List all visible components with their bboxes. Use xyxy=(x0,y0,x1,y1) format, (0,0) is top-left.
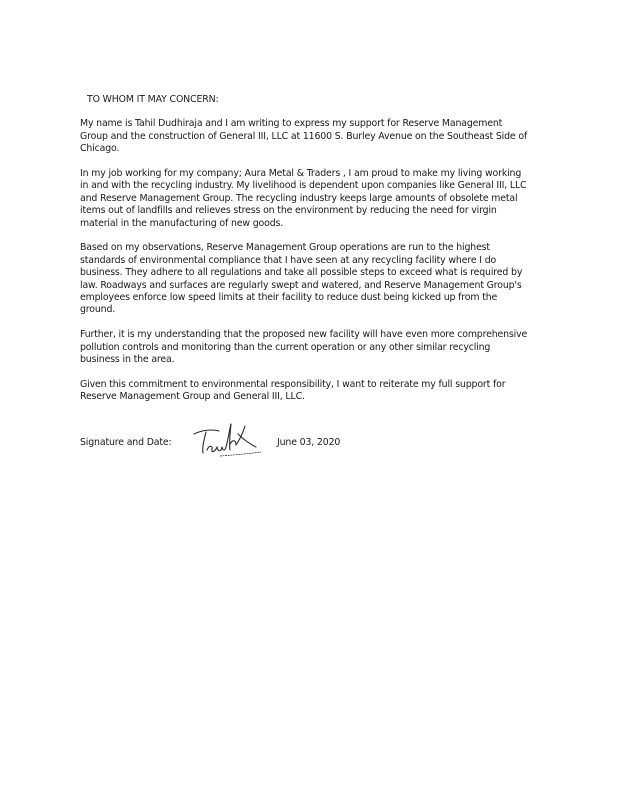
signature-label: Signature and Date: xyxy=(80,437,172,448)
handwritten-signature xyxy=(188,420,270,462)
paragraph-new-facility: Further, it is my understanding that the proposed new facility will have even more comprehensive pollution controls and monitoring than the current operation or any other similar recycling business in the area. xyxy=(80,329,528,366)
signature-date: June 03, 2020 xyxy=(277,437,341,448)
signature-block xyxy=(80,428,528,468)
paragraph-observations: Based on my observations, Reserve Management Group operations are run to the highest standards of environmental compliance that I have seen at any recycling facility where I do business. They adhere to all regulations and take all possible steps to exceed what is required by law. Roadways and surfaces are regularly swept and watered, and Reserve Management Group's employees enforce low speed limits at their facility to reduce dust being kicked up from the ground. xyxy=(80,242,523,316)
salutation: TO WHOM IT MAY CONCERN: xyxy=(87,94,219,105)
paragraph-introduction: My name is Tahil Dudhiraja and I am writing to express my support for Reserve Management Group and the construction of General III, LLC at 11600 S. Burley Avenue on the Southeast Side of Chicago. xyxy=(80,118,528,155)
paragraph-employment: In my job working for my company; Aura Metal & Traders , I am proud to make my living working in and with the recycling industry. My livelihood is dependent upon companies like General III, LLC and Reserve Management Group. The recycling industry keeps large amounts of obsolete metal items out of landfills and relieves stress on the environment by reducing the need for virgin material in the manufacturing of new goods. xyxy=(80,168,527,229)
letter-body xyxy=(80,94,528,416)
paragraph-conclusion: Given this commitment to environmental responsibility, I want to reiterate my full support for Reserve Management Group and General III, LLC. xyxy=(80,378,506,403)
